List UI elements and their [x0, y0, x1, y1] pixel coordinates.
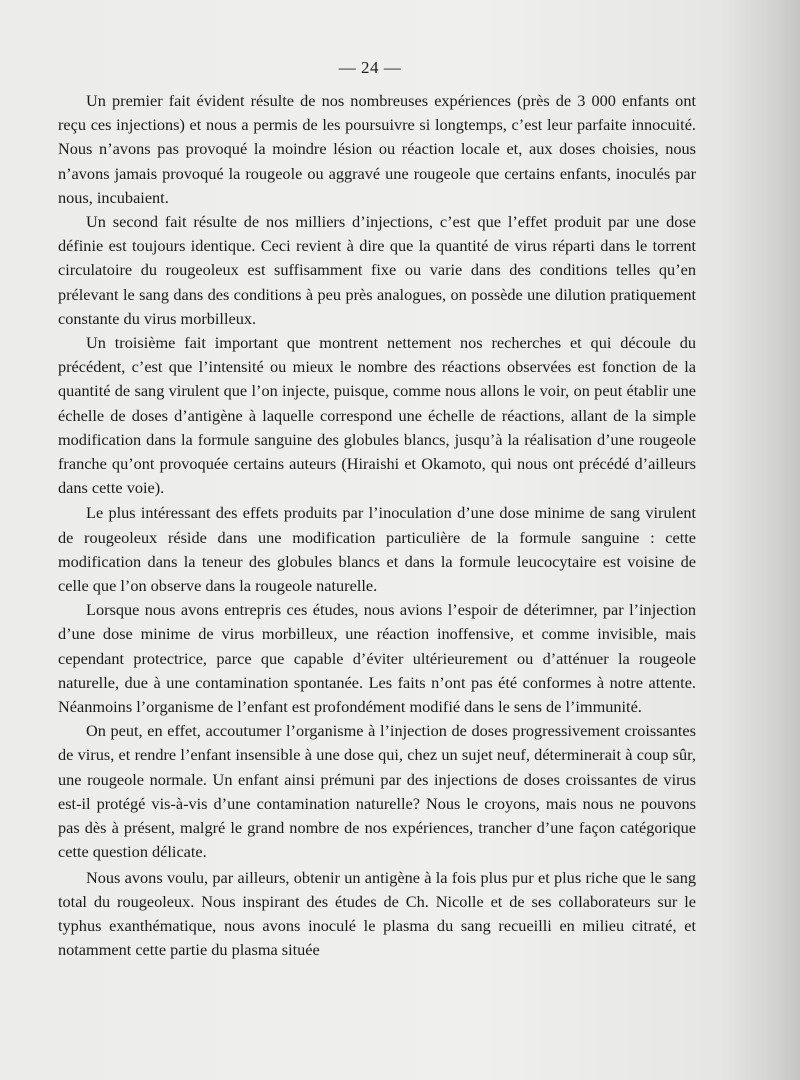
paragraph-2: Un second fait résulte de nos milliers d’injections, c’est que l’effet produit par une dose définie est toujours identique. Ceci revient à dire que la quantité de virus réparti dans le torrent circulatoire du rougeoleux est suffisamment fixe ou varie dans des conditions telles qu’en prélevant le sang dans des conditions à peu près analogues, on possède une dilution pratiquement constante du virus morbilleux. [58, 212, 696, 328]
paragraph-6: On peut, en effet, accoutumer l’organisme à l’injection de doses progressivement croissantes de virus, et rendre l’enfant insensible à une dose qui, chez un sujet neuf, déterminerait à coup sûr, une rougeole normale. Un enfant ainsi prémuni par des injections de doses croissantes de virus est-il protégé vis-à-vis d’une contamination naturelle? Nous le croyons, mais nous ne pouvons pas dès à présent, malgré le grand nombre de nos expériences, trancher d’une façon catégorique cette question délicate. [58, 721, 696, 862]
paragraph-3: Un troisième fait important que montrent nettement nos recherches et qui découle du précédent, c’est que l’intensité ou mieux le nombre des réactions observées est fonction de la quantité de sang virulent que l’on injecte, puisque, comme nous allons le voir, on peut établir une échelle de doses d’antigène à laquelle correspond une échelle de réactions, allant de la simple modification dans la formule sanguine des globules blancs, jusqu’à la réalisation d’une rougeole franche qu’ont provoquée certains auteurs (Hiraishi et Okamoto, qui nous ont précédé d’ailleurs dans cette voie). [58, 333, 696, 498]
paragraph-1: Un premier fait évident résulte de nos nombreuses expériences (près de 3 000 enfants ont reçu ces injections) et nous a permis de les poursuivre si longtemps, c’est leur parfaite innocuité. Nous n’avons pas provoqué la moindre lésion ou réaction locale et, aux doses choisies, nous n’avons jamais provoqué la rougeole ou aggravé une rougeole que certains enfants, inoculés par nous, incubaient. [58, 91, 696, 207]
body-text [58, 89, 696, 962]
paragraph-4: Le plus intéressant des effets produits par l’inoculation d’une dose minime de sang virulent de rougeoleux réside dans une modification particulière de la formule sanguine : cette modification dans la teneur des globules blancs et dans la formule leucocytaire est voisine de celle que l’on observe dans la rougeole naturelle. [58, 503, 696, 596]
paragraph-7: Nous avons voulu, par ailleurs, obtenir un antigène à la fois plus pur et plus riche que le sang total du rougeoleux. Nous inspirant des études de Ch. Nicolle et de ses collaborateurs sur le typhus exanthématique, nous avons inoculé le plasma du sang recueilli en milieu citraté, et notamment cette partie du plasma située [58, 867, 696, 960]
page-number: — 24 — [338, 58, 402, 77]
paragraph-5: Lorsque nous avons entrepris ces études, nous avions l’espoir de déterimner, par l’injection d’une dose minime de virus morbilleux, une réaction inoffensive, et comme invisible, mais cependant protectrice, parce que capable d’éviter ultérieurement ou d’atténuer la rougeole naturelle, due à une contamination spontanée. Les faits n’ont pas été conformes à notre attente. Néanmoins l’organisme de l’enfant est profondément modifié dans le sens de l’immunité. [58, 600, 696, 717]
